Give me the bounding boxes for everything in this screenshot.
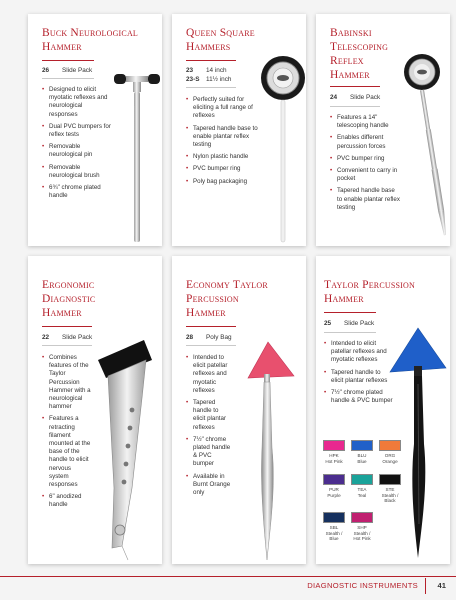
economy-title-rule	[186, 326, 236, 327]
feature-item: • Nylon plastic handle	[186, 153, 260, 161]
swatch-shp[interactable]: SHP Stealth / Hot Pink	[350, 512, 374, 542]
feature-item: • Intended to elicit patellar reflexes and myotatic reflexes	[324, 340, 394, 365]
queen-title: Queen Square Hammers	[186, 27, 255, 53]
feature-item: • PVC bumper ring	[330, 155, 400, 163]
buck-title: Buck Neurological Hammer	[42, 27, 139, 53]
card-buck-hammer	[28, 14, 162, 246]
feature-item: • Tapered handle to elicit plantar reflexes	[186, 399, 232, 432]
swatch-blu[interactable]: BLU Blue	[350, 440, 374, 464]
queen-square-image	[260, 54, 306, 246]
economy-spec: 28 Poly Bag	[186, 334, 232, 341]
ergonomic-spec: 22 Slide Pack	[42, 334, 93, 341]
economy-title: Economy Taylor Percussion Hammer	[186, 279, 268, 319]
feature-item: • Dual PVC bumpers for reflex tests	[42, 123, 112, 139]
feature-item: • PVC bumper ring	[186, 165, 260, 173]
buck-spec: 26 Slide Pack	[42, 67, 93, 74]
swatch-hpk[interactable]: HPK Hot Pink	[322, 440, 346, 464]
swatch-org[interactable]: ORG Orange	[378, 440, 402, 464]
feature-item: • Available in Burnt Orange only	[186, 473, 232, 498]
footer-section-title: DIAGNOSTIC INSTRUMENTS	[307, 581, 418, 590]
queen-spec: 23 14 inch 23-S 11½ inch	[186, 67, 232, 83]
babinski-spec-rule	[330, 106, 380, 107]
queen-title-rule	[186, 60, 236, 61]
feature-item: • Removable neurological brush	[42, 164, 112, 180]
swatch-sbl[interactable]: SBL Stealth / Blue	[322, 512, 346, 542]
feature-item: • Tapered handle to elicit plantar reflexes	[324, 369, 394, 385]
feature-item: • 7½" chrome plated handle & PVC bumper	[324, 389, 394, 405]
taylor-title: Taylor Percussion Hammer	[324, 279, 415, 305]
feature-item: • Designed to elicit myotatic reflexes and neurological responses	[42, 86, 112, 119]
economy-spec-rule	[186, 345, 236, 346]
card-economy-taylor	[172, 256, 306, 564]
buck-spec-rule	[42, 78, 94, 79]
feature-item: • Tapered handle base to enable plantar reflex testing	[186, 125, 260, 150]
feature-item: • Convenient to carry in pocket	[330, 167, 400, 183]
taylor-title-rule	[324, 312, 376, 313]
feature-item: • Perfectly suited for eliciting a full range of reflexes	[186, 96, 260, 121]
feature-item: • Removable neurological pin	[42, 143, 112, 159]
taylor-spec: 25 Slide Pack	[324, 320, 375, 327]
swatch-chip	[351, 512, 373, 523]
feature-item: • 7½" chrome plated handle & PVC bumper	[186, 436, 232, 469]
babinski-spec: 24 Slide Pack	[330, 94, 381, 101]
swatch-chip	[351, 474, 373, 485]
feature-item: • 6" anodized handle	[42, 493, 92, 509]
feature-item: • Enables different percussion forces	[330, 134, 400, 150]
queen-features	[186, 96, 260, 190]
card-queen-square	[172, 14, 306, 246]
swatch-chip	[351, 440, 373, 451]
taylor-features	[324, 340, 394, 409]
swatch-chip	[323, 512, 345, 523]
ergonomic-spec-rule	[42, 345, 92, 346]
queen-spec-rule	[186, 87, 236, 88]
footer-separator	[425, 578, 426, 594]
ergonomic-hammer-image	[92, 338, 162, 562]
swatch-ste[interactable]: STE Stealth / Black	[378, 474, 402, 504]
feature-item: • Poly bag packaging	[186, 178, 260, 186]
ergonomic-features	[42, 354, 92, 514]
ergonomic-title: Ergonomic Diagnostic Hammer	[42, 279, 96, 319]
buck-hammer-image	[112, 66, 162, 246]
feature-item: • Combines features of the Taylor Percussion Hammer with a neurological hammer	[42, 354, 92, 411]
feature-item: • Tapered handle base to enable plantar reflex testing	[330, 187, 400, 212]
card-taylor-percussion	[316, 256, 450, 564]
feature-item: • Intended to elicit patellar reflexes and myotatic reflexes	[186, 354, 232, 395]
babinski-features	[330, 114, 400, 216]
swatch-tea[interactable]: TEA Teal	[350, 474, 374, 498]
card-ergonomic	[28, 256, 162, 564]
card-babinski	[316, 14, 450, 246]
feature-item: • Features a retracting filament mounted at the base of the handle to elicit nervous system responses	[42, 415, 92, 489]
buck-title-rule	[42, 60, 94, 61]
footer-rule	[0, 576, 456, 577]
page-number: 41	[437, 581, 446, 590]
taylor-hammer-image	[386, 324, 450, 560]
ergonomic-title-rule	[42, 326, 92, 327]
buck-features	[42, 86, 112, 204]
economy-hammer-image	[234, 338, 302, 562]
babinski-title: Babinski Telescoping Reflex Hammer	[330, 27, 389, 81]
feature-item: • Features a 14" telescoping handle	[330, 114, 400, 130]
swatch-chip	[323, 474, 345, 485]
feature-item: • 6¾" chrome plated handle	[42, 184, 112, 200]
babinski-hammer-image	[396, 52, 450, 242]
swatch-pur[interactable]: PUR Purple	[322, 474, 346, 498]
taylor-spec-rule	[324, 332, 376, 333]
economy-features	[186, 354, 232, 501]
swatch-chip	[323, 440, 345, 451]
babinski-title-rule	[330, 86, 380, 87]
